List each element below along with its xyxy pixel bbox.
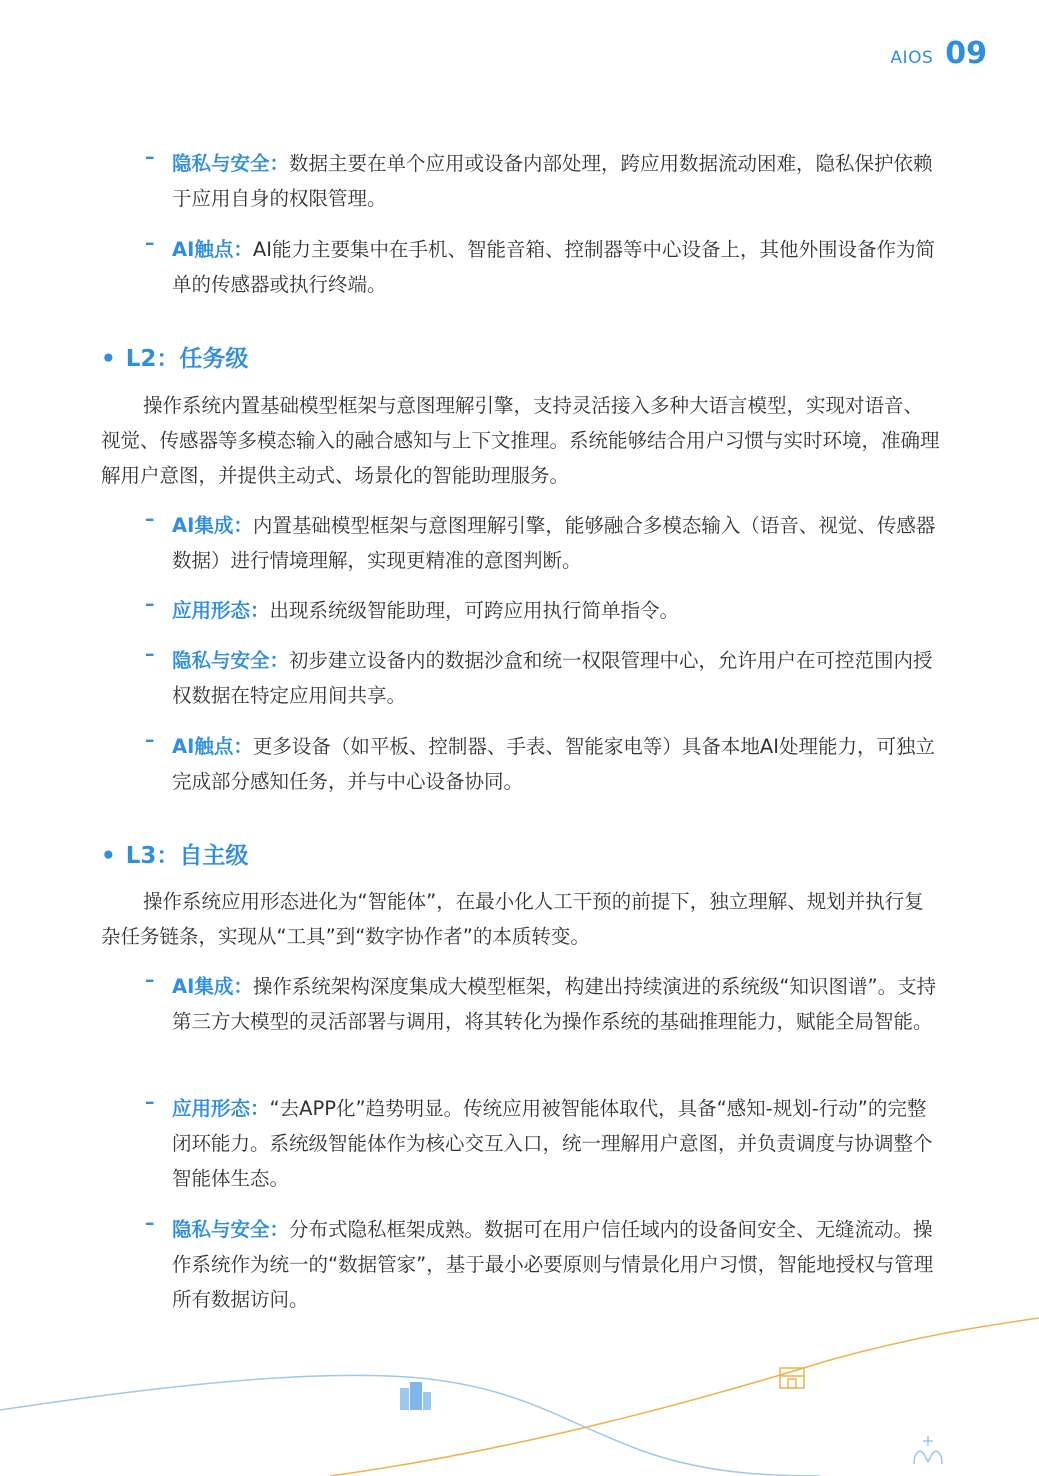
item-text: 分布式隐私框架成熟。数据可在用户信任域内的设备间安全、无缝流动。操作系统作为统一的“数据管家”，基于最小必要原则与情景化用户习惯，智能地授权与管理所有数据访问。 — [172, 1218, 934, 1311]
list-item-ai-touch-l2 — [145, 729, 945, 799]
list-item-ai-integration-l2 — [145, 508, 945, 578]
list-item-privacy-l2 — [145, 643, 945, 713]
building-icon — [400, 1382, 431, 1410]
item-text: 初步建立设备内的数据沙盒和统一权限管理中心，允许用户在可控范围内授权数据在特定应用间共享。 — [172, 649, 933, 707]
section-heading-l2 — [101, 340, 248, 373]
item-text: “去APP化”趋势明显。传统应用被智能体取代，具备“感知-规划-行动”的完整闭环能力。系统级智能体作为核心交互入口，统一理解用户意图，并负责调度与协调整个智能体生态。 — [172, 1097, 933, 1190]
item-text: 更多设备（如平板、控制器、手表、智能家电等）具备本地AI处理能力，可独立完成部分感知任务，并与中心设备协同。 — [172, 735, 935, 793]
brand-label: AIOS — [890, 48, 934, 68]
footer-decoration — [0, 1300, 1039, 1476]
dash-icon: – — [145, 1091, 155, 1113]
item-label: AI触点： — [172, 735, 253, 758]
item-label: 应用形态： — [172, 599, 270, 622]
bullet-icon: • — [101, 346, 116, 372]
list-item-app-form-l2 — [145, 593, 945, 628]
paragraph-l2: 操作系统内置基础模型框架与意图理解引擎，支持灵活接入多种大语言模型，实现对语音、视觉、传感器等多模态输入的融合感知与上下文推理。系统能够结合用户习惯与实时环境，准确理解用户意图，并提供主动式、场景化的智能助理服务。 — [101, 394, 940, 487]
dash-icon: – — [145, 593, 155, 615]
item-text: 出现系统级智能助理，可跨应用执行简单指令。 — [269, 599, 680, 622]
dash-icon: – — [145, 1212, 155, 1234]
item-text: 数据主要在单个应用或设备内部处理，跨应用数据流动困难，隐私保护依赖于应用自身的权限管理。 — [172, 152, 933, 210]
item-label: AI集成： — [172, 514, 253, 537]
dash-icon: – — [145, 729, 155, 751]
item-text: 内置基础模型框架与意图理解引擎，能够融合多模态输入（语音、视觉、传感器数据）进行情境理解，实现更精准的意图判断。 — [172, 514, 936, 572]
page-header — [890, 36, 987, 71]
item-label: 隐私与安全： — [172, 152, 290, 175]
dash-icon: – — [145, 508, 155, 530]
dash-icon: – — [145, 969, 155, 991]
dash-icon: – — [145, 146, 155, 168]
hands-sparkle-icon — [914, 1436, 942, 1464]
item-label: 应用形态： — [172, 1097, 270, 1120]
paragraph-l3: 操作系统应用形态进化为“智能体”，在最小化人工干预的前提下，独立理解、规划并执行复杂任务链条，实现从“工具”到“数字协作者”的本质转变。 — [101, 890, 924, 948]
page-number: 09 — [945, 36, 987, 71]
item-label: AI集成： — [172, 975, 253, 998]
bullet-icon: • — [101, 843, 116, 869]
heading-text: L3：自主级 — [125, 843, 249, 869]
dash-icon: – — [145, 232, 155, 254]
list-item-privacy-l1 — [145, 146, 945, 216]
item-label: AI触点： — [172, 238, 253, 261]
dash-icon: – — [145, 643, 155, 665]
item-text: AI能力主要集中在手机、智能音箱、控制器等中心设备上，其他外围设备作为简单的传感器或执行终端。 — [172, 238, 935, 296]
item-text: 操作系统架构深度集成大模型框架，构建出持续演进的系统级“知识图谱”。支持第三方大模型的灵活部署与调用，将其转化为操作系统的基础推理能力，赋能全局智能。 — [172, 975, 937, 1033]
heading-text: L2：任务级 — [125, 346, 249, 372]
list-item-ai-integration-l3 — [145, 969, 945, 1039]
item-label: 隐私与安全： — [172, 1218, 290, 1241]
item-label: 隐私与安全： — [172, 649, 290, 672]
list-item-app-form-l3 — [145, 1091, 945, 1196]
section-heading-l3 — [101, 837, 248, 870]
list-item-ai-touch-l1 — [145, 232, 945, 302]
